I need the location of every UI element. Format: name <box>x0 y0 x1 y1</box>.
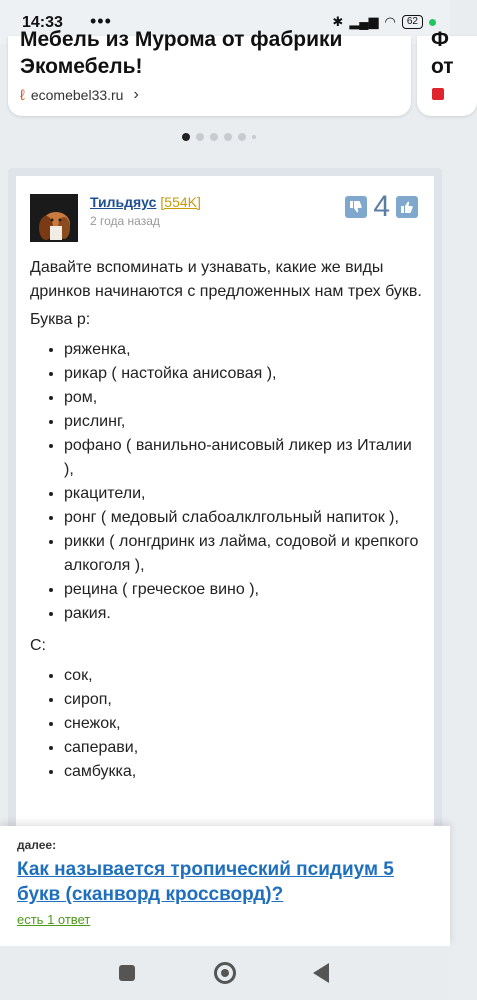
list-item: • снежок, <box>64 712 422 736</box>
ad-link-text[interactable]: ecomebel33.ru <box>30 87 124 103</box>
section-heading-r: Буква р: <box>30 311 91 328</box>
list-item: • ронг ( медовый слабоалклгольный напиток ), <box>64 506 422 530</box>
ad-card[interactable] <box>8 28 411 116</box>
section-heading-s: С: <box>30 637 46 654</box>
list-item: • рислинг, <box>64 410 422 434</box>
vote-box <box>345 192 418 222</box>
ad-link[interactable] <box>20 86 139 104</box>
carousel-pager <box>182 133 256 141</box>
list-item: • рецина ( греческое вино ), <box>64 578 422 602</box>
username-link[interactable] <box>90 194 201 210</box>
like-button[interactable] <box>396 196 418 218</box>
list-item: • ракия. <box>64 602 422 626</box>
battery-icon: 62 <box>402 15 423 29</box>
drink-list-s <box>30 664 422 784</box>
user-points[interactable]: [554K] <box>160 194 201 210</box>
pager-dot[interactable] <box>210 133 218 141</box>
list-item: • ром, <box>64 386 422 410</box>
answer-body <box>30 256 422 792</box>
list-item: • сироп, <box>64 688 422 712</box>
drink-list-r <box>30 338 422 626</box>
vote-count: 4 <box>373 190 390 223</box>
green-dot-icon <box>429 19 436 26</box>
bluetooth-icon: ✱ <box>332 14 344 29</box>
ad-card-next[interactable] <box>417 28 477 116</box>
signal-icon: ▂▄▆ <box>349 14 379 29</box>
next-question-link[interactable]: Как называется тропический псидиум 5 букв (сканворд кроссворд)? <box>17 859 394 905</box>
answers-count-link[interactable]: есть 1 ответ <box>17 912 91 927</box>
home-icon[interactable] <box>214 962 236 984</box>
list-item: • саперави, <box>64 736 422 760</box>
leaf-icon: ℓ <box>20 86 25 104</box>
next-label: далее: <box>17 838 57 852</box>
wifi-icon: ◠ <box>384 14 396 29</box>
status-time: 14:33 <box>22 14 63 31</box>
pager-dot[interactable] <box>224 133 232 141</box>
list-item: • самбукка, <box>64 760 422 784</box>
username[interactable]: Тильдяус <box>90 194 157 210</box>
chevron-right-icon: › <box>133 86 139 103</box>
next-question-panel <box>0 826 450 946</box>
list-item: • ряженка, <box>64 338 422 362</box>
list-item: • рикар ( настойка анисовая ), <box>64 362 422 386</box>
thumbs-down-icon <box>349 200 363 214</box>
notification-dots-icon: ••• <box>90 11 112 31</box>
answer-card <box>16 176 434 836</box>
thumbs-up-icon <box>400 200 414 214</box>
pager-dot[interactable] <box>196 133 204 141</box>
pager-dot[interactable] <box>252 135 256 139</box>
recent-apps-icon[interactable] <box>119 965 135 981</box>
list-item: • сок, <box>64 664 422 688</box>
system-nav-bar <box>0 946 450 1000</box>
ad-brand-icon <box>432 88 444 100</box>
avatar[interactable] <box>30 194 78 242</box>
pager-dot[interactable] <box>238 133 246 141</box>
ad-card-next-title: Ф от <box>431 28 454 78</box>
answer-intro: Давайте вспоминать и узнавать, какие же виды дринков начинаются с предложенных нам трех букв. <box>30 259 422 300</box>
pager-dot[interactable] <box>182 133 190 141</box>
list-item: • ркацители, <box>64 482 422 506</box>
list-item: • рикки ( лонгдринк из лайма, содовой и крепкого алкоголя ), <box>64 530 422 578</box>
list-item: • рофано ( ванильно-анисовый ликер из Италии ), <box>64 434 422 482</box>
dislike-button[interactable] <box>345 196 367 218</box>
answer-date: 2 года назад <box>90 214 160 228</box>
back-icon[interactable] <box>313 963 329 983</box>
ad-title[interactable]: Мебель из Мурома от фабрики Экомебель! <box>20 28 343 78</box>
